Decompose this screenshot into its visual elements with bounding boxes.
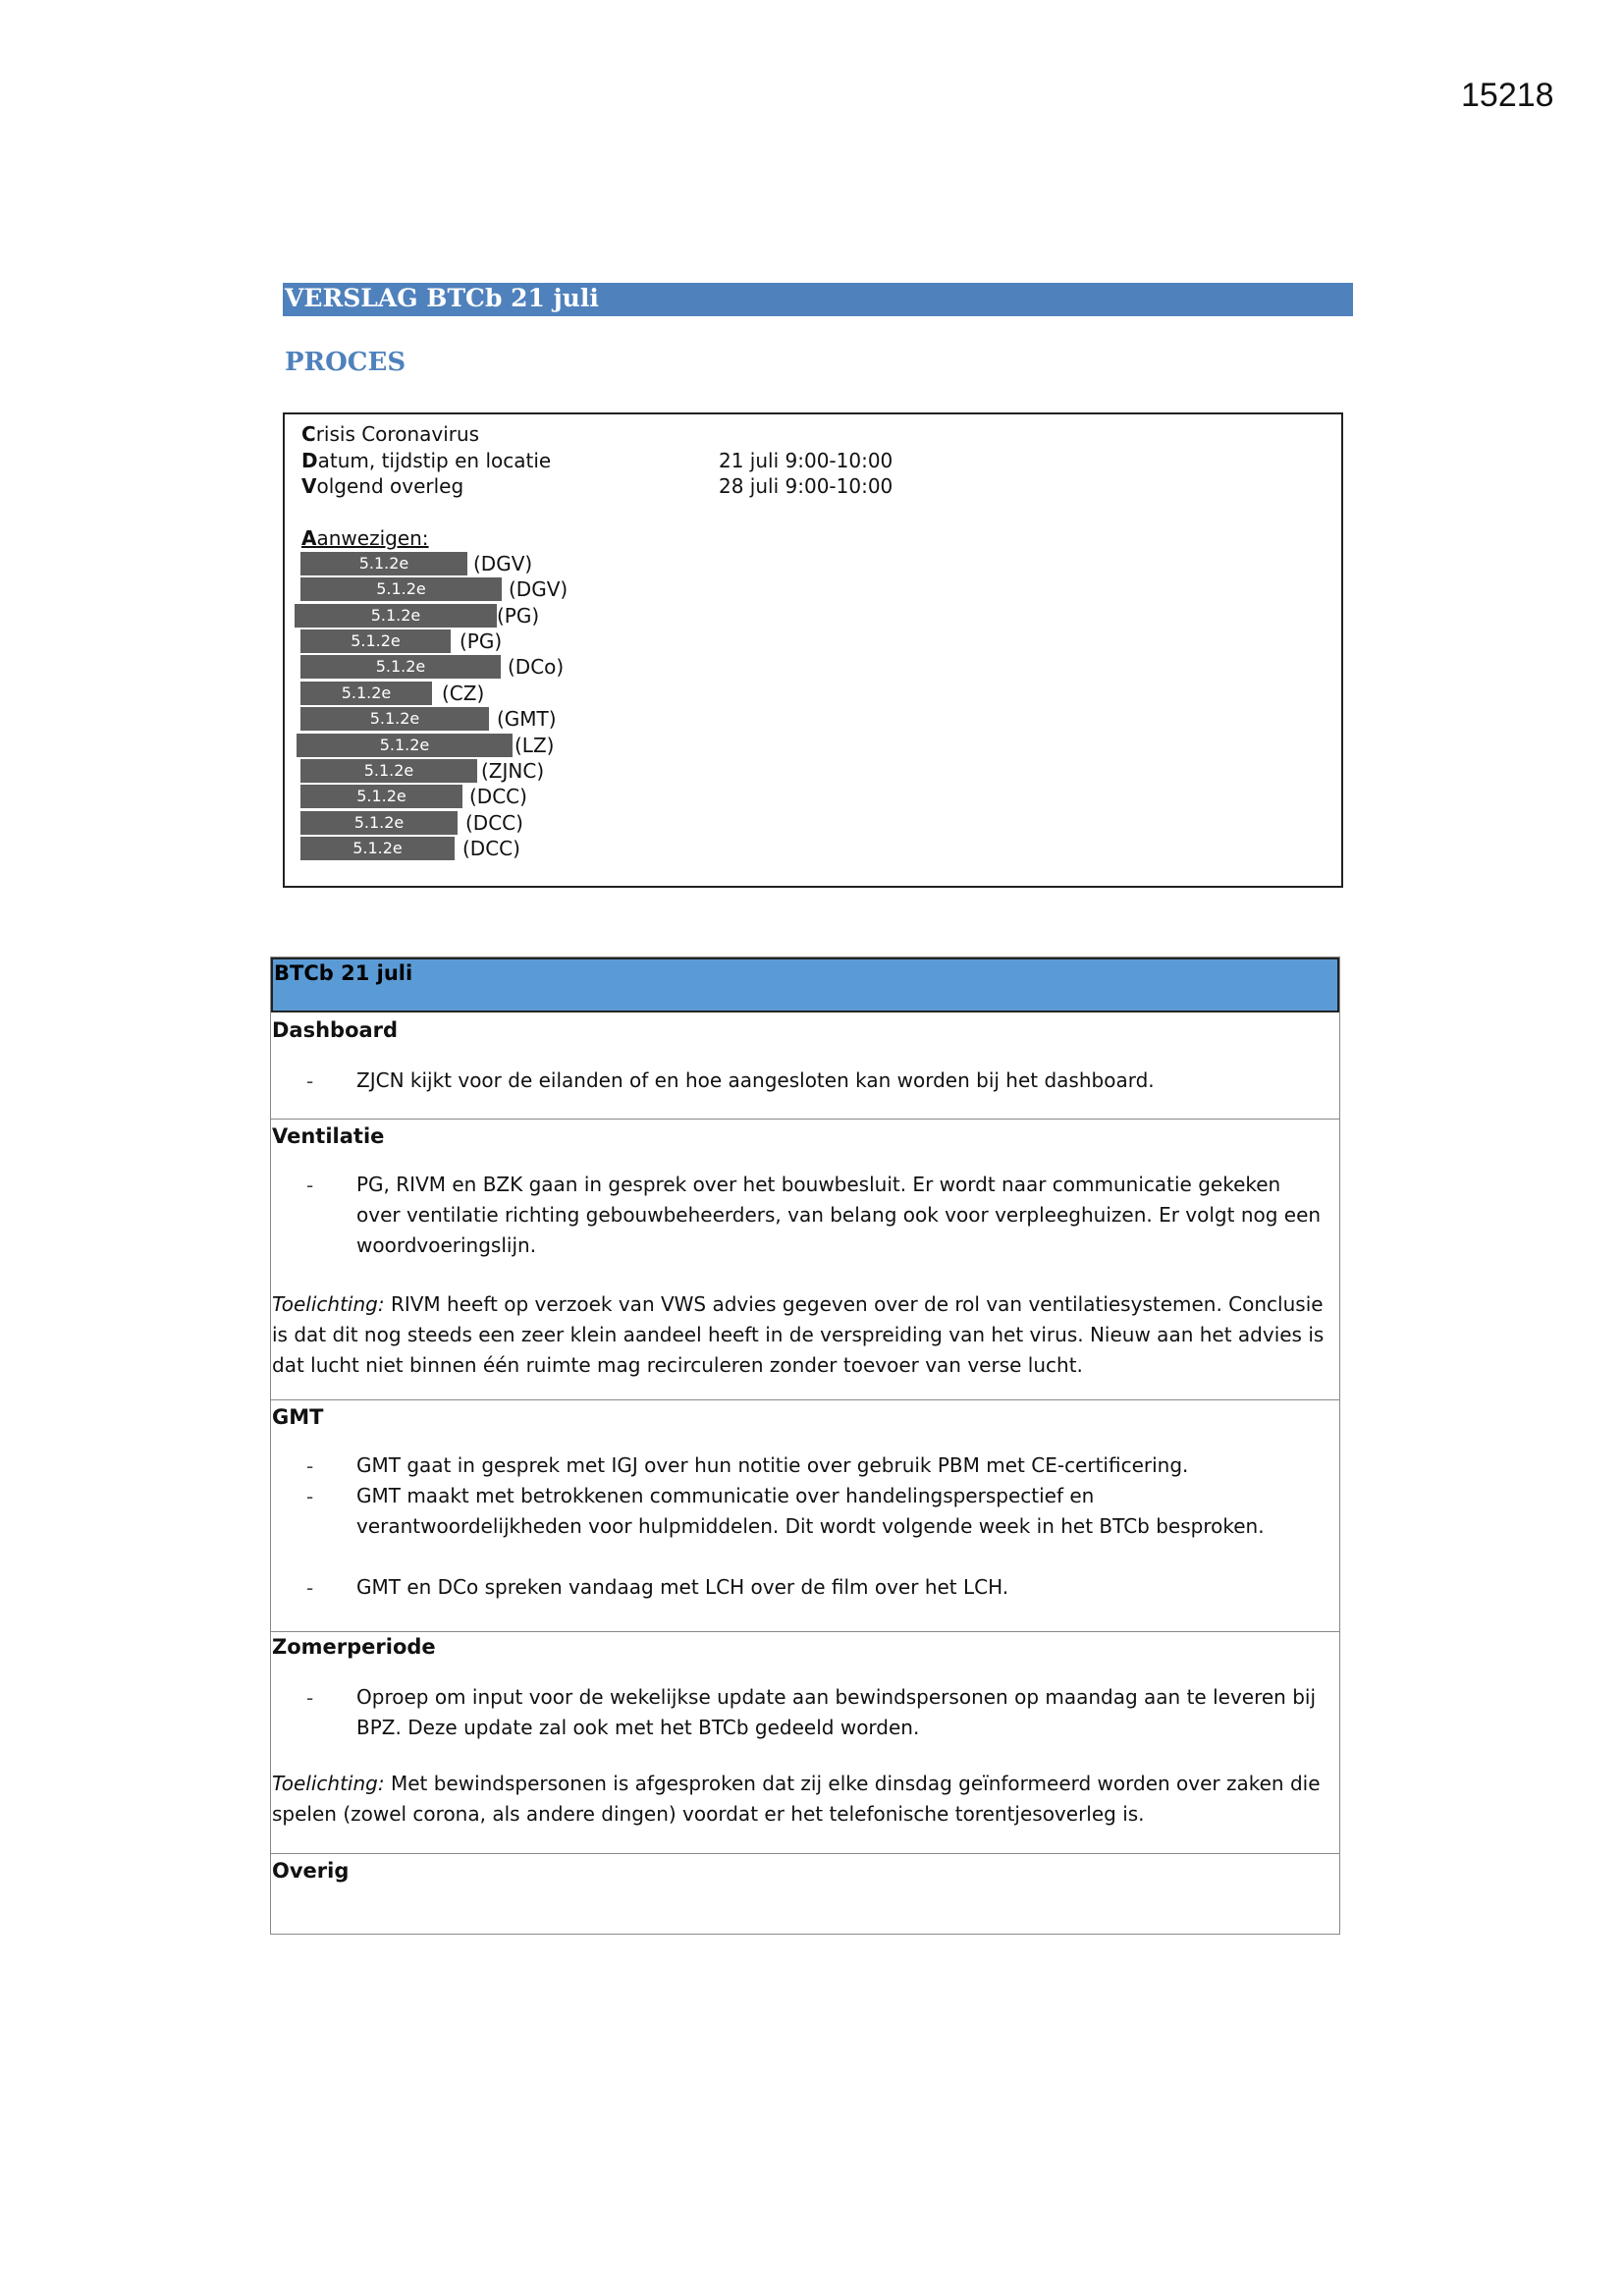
minutes-table (270, 957, 1340, 1935)
redacted-name: 5.1.2e (300, 707, 489, 731)
redacted-name: 5.1.2e (300, 552, 467, 575)
minutes-header (271, 957, 1339, 1012)
section-overig (271, 1853, 1339, 1934)
attendees-label: Aanwezigen: (301, 526, 429, 550)
redacted-name: 5.1.2e (300, 577, 502, 601)
attendee-dept: (CZ) (442, 682, 485, 705)
bullet-text: ZJCN kijkt voor de eilanden of en hoe aangesloten kan worden bij het dashboard. (356, 1068, 1155, 1092)
bullet-mark: - (306, 1485, 314, 1508)
attendee-dept: (DGV) (509, 577, 568, 601)
section-zomerperiode (271, 1631, 1339, 1854)
section-heading-proces: PROCES (285, 348, 406, 377)
attendee-dept: (LZ) (514, 734, 555, 757)
section-note: Toelichting: Met bewindspersonen is afgesproken dat zij elke dinsdag geïnformeerd worden over zaken die spelen (zowel corona, als andere dingen) voordat er het telefonische torentjesoverleg is. (272, 1772, 1321, 1826)
redacted-name: 5.1.2e (300, 655, 501, 679)
redacted-name: 5.1.2e (300, 682, 432, 705)
redacted-name: 5.1.2e (300, 785, 462, 808)
attendee-dept: (DGV) (473, 552, 533, 575)
report-title: VERSLAG BTCb 21 juli (285, 284, 599, 312)
info-value-datum: 21 juli 9:00-10:00 (719, 449, 893, 472)
redacted-name: 5.1.2e (295, 604, 497, 628)
minutes-header-title: BTCb 21 juli (274, 961, 413, 985)
section-dashboard (271, 1012, 1339, 1120)
section-title: GMT (272, 1405, 324, 1429)
info-row-datum: Datum, tijdstip en locatie (301, 449, 552, 472)
attendee-dept: (DCC) (469, 785, 527, 808)
bullet-text: PG, RIVM en BZK gaan in gesprek over het bouwbesluit. Er wordt naar communicatie gekeken over ventilatie richting gebouwbeheerders, van belang ook voor verpleeghuizen. Er volgt nog een woordvoeringslijn. (356, 1173, 1322, 1257)
attendee-dept: (PG) (497, 604, 540, 628)
redacted-name: 5.1.2e (300, 837, 455, 860)
attendee-dept: (DCC) (465, 811, 523, 835)
info-row-crisis: Crisis Coronavirus (301, 422, 480, 446)
bullet-text: GMT gaat in gesprek met IGJ over hun notitie over gebruik PBM met CE-certificering. (356, 1453, 1189, 1477)
attendee-dept: (PG) (460, 629, 503, 653)
bullet-mark: - (306, 1454, 314, 1478)
attendee-dept: (ZJNC) (481, 759, 545, 783)
section-title: Dashboard (272, 1018, 399, 1042)
section-title: Zomerperiode (272, 1635, 436, 1659)
meeting-info-box (283, 412, 1343, 888)
section-ventilatie (271, 1119, 1339, 1400)
attendee-dept: (DCo) (508, 655, 565, 679)
page-number: 15218 (1461, 77, 1554, 114)
bullet-text: Oproep om input voor de wekelijkse update aan bewindspersonen op maandag aan te leveren bij BPZ. Deze update zal ook met het BTCb gedeeld worden. (356, 1685, 1317, 1739)
bullet-text: GMT en DCo spreken vandaag met LCH over de film over het LCH. (356, 1575, 1009, 1599)
bullet-mark: - (306, 1174, 314, 1197)
bullet-text: GMT maakt met betrokkenen communicatie over handelingsperspectief en verantwoordelijkheden voor hulpmiddelen. Dit wordt volgende week in het BTCb besproken. (356, 1484, 1265, 1538)
section-gmt (271, 1399, 1339, 1632)
section-note: Toelichting: RIVM heeft op verzoek van VWS advies gegeven over de rol van ventilatiesystemen. Conclusie is dat dit nog steeds een zeer klein aandeel heeft in de verspreiding van het virus. Nieuw aan het advies is dat lucht niet binnen één ruimte mag recirculeren zonder toevoer van verse lucht. (272, 1292, 1325, 1377)
info-value-volgend: 28 juli 9:00-10:00 (719, 474, 893, 498)
redacted-name: 5.1.2e (297, 734, 513, 757)
bullet-mark: - (306, 1576, 314, 1600)
redacted-name: 5.1.2e (300, 759, 477, 783)
info-row-volgend: Volgend overleg (301, 474, 464, 498)
redacted-name: 5.1.2e (300, 811, 458, 835)
report-title-bar (283, 283, 1353, 316)
attendee-dept: (GMT) (497, 707, 557, 731)
redacted-name: 5.1.2e (300, 629, 451, 653)
section-title: Ventilatie (272, 1124, 385, 1148)
bullet-mark: - (306, 1069, 314, 1093)
section-title: Overig (272, 1859, 350, 1883)
bullet-mark: - (306, 1686, 314, 1710)
attendee-dept: (DCC) (462, 837, 520, 860)
